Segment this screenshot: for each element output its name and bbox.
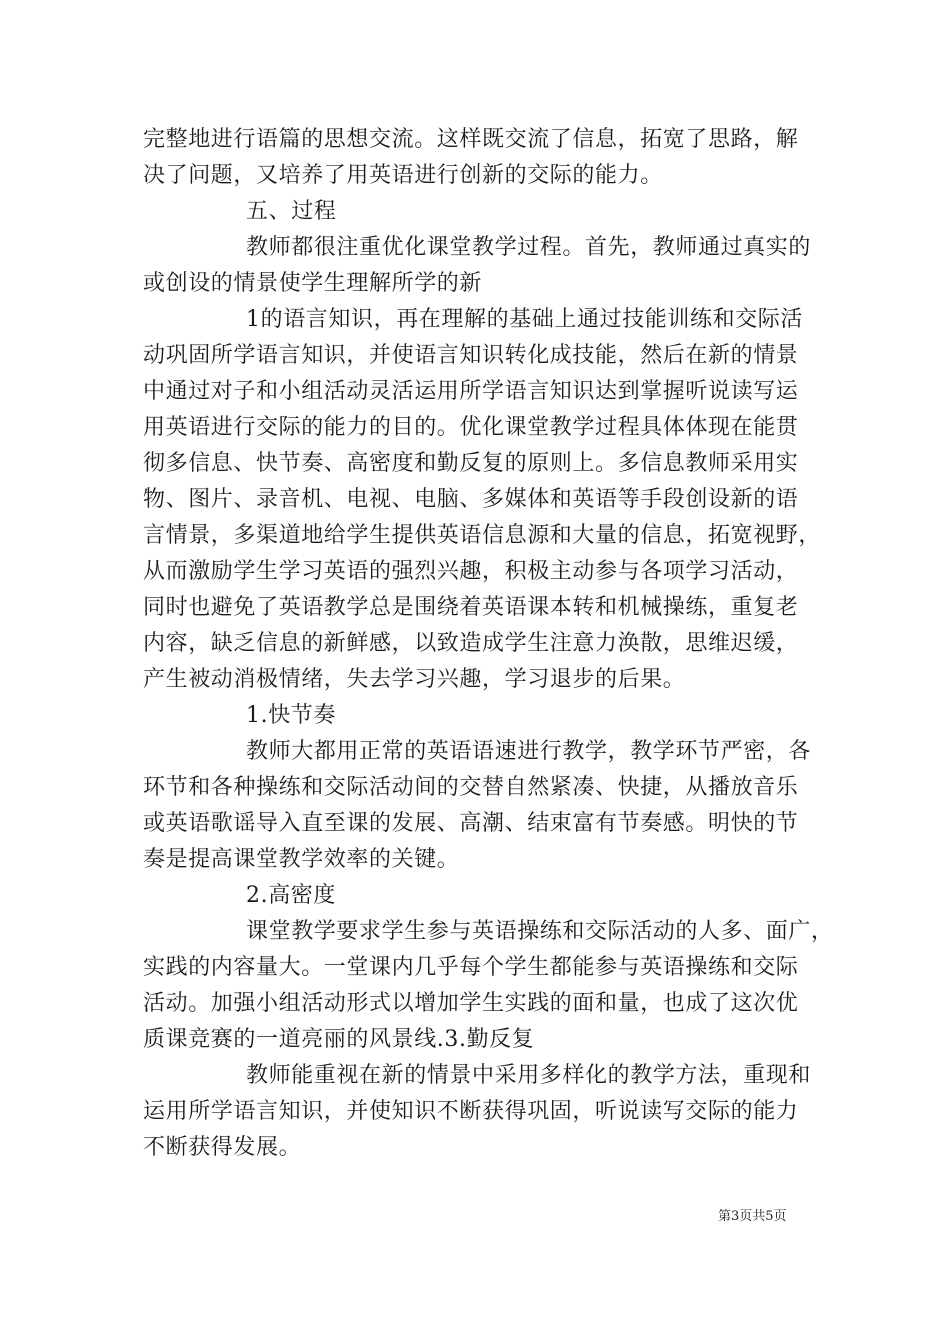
text-line: 教师能重视在新的情景中采用多样化的教学方法，重现和 [246,1063,812,1088]
text-line: 从而激励学生学习英语的强烈兴趣，积极主动参与各项学习活动， [143,559,799,584]
text-line: 动巩固所学语言知识，并使语言知识转化成技能，然后在新的情景 [143,343,799,368]
text-line: 活动。加强小组活动形式以增加学生实践的面和量，也成了这次优 [143,991,799,1016]
text-line: 同时也避免了英语教学总是围绕着英语课本转和机械操练，重复老 [143,595,799,620]
text-line: 或英语歌谣导入直至课的发展、高潮、结束富有节奏感。明快的节 [143,811,799,836]
page-footer: 第3页共5页 [718,1209,787,1224]
text-line: 言情景，多渠道地给学生提供英语信息源和大量的信息，拓宽视野， [143,523,822,548]
text-line: 用英语进行交际的能力的目的。优化课堂教学过程具体体现在能贯 [143,415,799,440]
text-line: 教师都很注重优化课堂教学过程。首先，教师通过真实的 [246,235,812,260]
text-line: 1的语言知识，再在理解的基础上通过技能训练和交际活 [246,307,803,332]
text-line: 教师大都用正常的英语语速进行教学，教学环节严密，各 [246,739,812,764]
text-line: 不断获得发展。 [143,1135,302,1160]
text-line: 或创设的情景使学生理解所学的新 [143,271,483,296]
text-line: 课堂教学要求学生参与英语操练和交际活动的人多、面广， [246,919,834,944]
text-line: 物、图片、录音机、电视、电脑、多媒体和英语等手段创设新的语 [143,487,799,512]
text-line: 彻多信息、快节奏、高密度和勤反复的原则上。多信息教师采用实 [143,451,799,476]
text-line: 质课竞赛的一道亮丽的风景线.3.勤反复 [143,1027,535,1052]
subsection-heading: 2.高密度 [246,883,336,908]
text-line: 内容，缺乏信息的新鲜感，以致造成学生注意力涣散，思维迟缓， [143,631,799,656]
subsection-heading: 1.快节奏 [246,703,336,728]
text-line: 奏是提高课堂教学效率的关键。 [143,847,460,872]
section-heading: 五、过程 [246,199,337,224]
text-line: 环节和各种操练和交际活动间的交替自然紧凑、快捷，从播放音乐 [143,775,799,800]
text-line: 完整地进行语篇的思想交流。这样既交流了信息，拓宽了思路，解 [143,127,799,152]
text-line: 决了问题，又培养了用英语进行创新的交际的能力。 [143,163,663,188]
text-line: 实践的内容量大。一堂课内几乎每个学生都能参与英语操练和交际 [143,955,799,980]
text-line: 产生被动消极情绪，失去学习兴趣，学习退步的后果。 [143,667,686,692]
text-line: 运用所学语言知识，并使知识不断获得巩固，听说读写交际的能力 [143,1099,799,1124]
text-line: 中通过对子和小组活动灵活运用所学语言知识达到掌握听说读写运 [143,379,799,404]
